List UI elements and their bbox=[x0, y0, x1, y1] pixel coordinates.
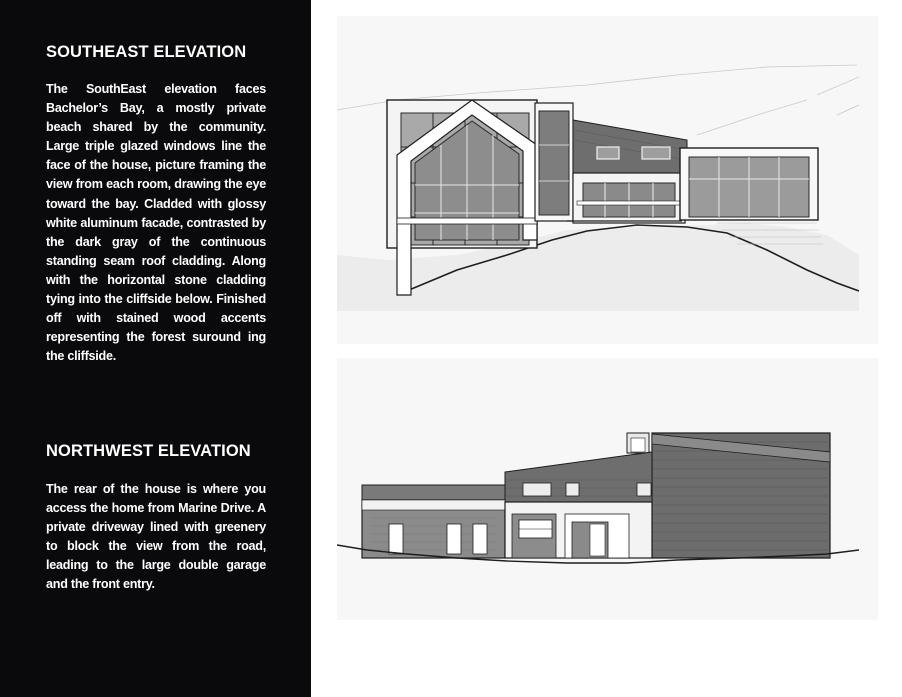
upper-window-2 bbox=[566, 483, 579, 496]
clerestory-window-1 bbox=[597, 147, 619, 159]
northwest-heading: NORTHWEST ELEVATION bbox=[46, 442, 251, 460]
balcony-rail bbox=[577, 201, 681, 205]
left-roof bbox=[362, 485, 505, 500]
southeast-description: The SouthEast elevation faces Bachelor’s Bay, a mostly private beach shared by the community. Large triple glazed windows line the face of the house, picture framing the view from each room, drawing the eye toward the bay. Cladded with glossy white aluminum facade, contrasted by the dark gray of the continuous standing seam roof cladding. Along with the horizontal stone cladding tying into the cliffside below. Finished off with stained wood accents representing the forest suround ing the cliffside. bbox=[46, 82, 266, 364]
left-window-3 bbox=[473, 524, 487, 554]
upper-window-3 bbox=[637, 483, 651, 496]
floor-band bbox=[397, 218, 537, 224]
left-window-1 bbox=[389, 524, 403, 554]
clerestory-window-2 bbox=[642, 147, 670, 159]
northwest-description: The rear of the house is where you access the home from Marine Drive. A private driveway lined with greenery to block the view from the road, leading to the large double garage and the front entry. bbox=[46, 482, 266, 592]
southeast-elevation-drawing bbox=[337, 55, 859, 311]
text-sidebar bbox=[0, 0, 311, 697]
upper-window-1 bbox=[523, 483, 551, 496]
middle-glazing bbox=[539, 111, 569, 215]
northwest-elevation-drawing bbox=[337, 430, 859, 580]
left-window-2 bbox=[447, 524, 461, 554]
southeast-heading: SOUTHEAST ELEVATION bbox=[46, 43, 247, 61]
